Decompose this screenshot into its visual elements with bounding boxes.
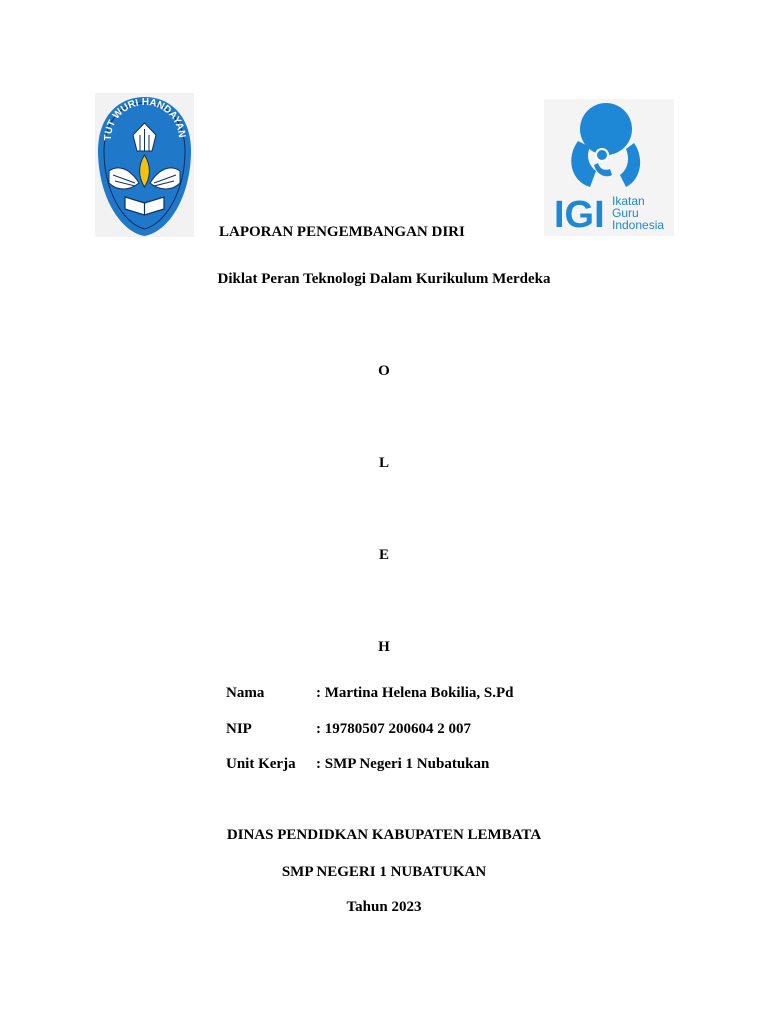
nama-label: Nama (226, 685, 265, 701)
svg-text:Indonesia: Indonesia (612, 218, 665, 232)
unit-kerja-value: : SMP Negeri 1 Nubatukan (316, 756, 490, 772)
footer-school: SMP NEGERI 1 NUBATUKAN (281, 864, 487, 880)
tut-wuri-handayani-emblem-icon (95, 93, 194, 237)
svg-text:IGI: IGI (554, 194, 605, 236)
oleh-letter-l: L (378, 455, 389, 471)
oleh-letter-o: O (378, 363, 390, 379)
unit-kerja-label: Unit Kerja (226, 756, 296, 772)
nip-value: : 19780507 200604 2 007 (316, 721, 471, 737)
oleh-letter-e: E (378, 547, 389, 563)
nip-label: NIP (226, 721, 252, 737)
igi-emblem-icon (544, 99, 674, 236)
tut-wuri-handayani-logo (95, 93, 194, 237)
report-title: LAPORAN PENGEMBANGAN DIRI (219, 224, 465, 240)
igi-logo (544, 99, 674, 236)
footer-year: Tahun 2023 (346, 899, 422, 915)
oleh-letter-h: H (378, 639, 390, 655)
svg-text:Ikatan: Ikatan (612, 194, 645, 208)
svg-text:Guru: Guru (612, 206, 639, 220)
footer-dinas: DINAS PENDIDKAN KABUPATEN LEMBATA (226, 827, 542, 843)
nama-value: : Martina Helena Bokilia, S.Pd (316, 685, 514, 701)
svg-text:TUT WURI HANDAYANI: TUT WURI HANDAYAN (102, 96, 188, 141)
course-title: Diklat Peran Teknologi Dalam Kurikulum Merdeka (217, 271, 551, 287)
